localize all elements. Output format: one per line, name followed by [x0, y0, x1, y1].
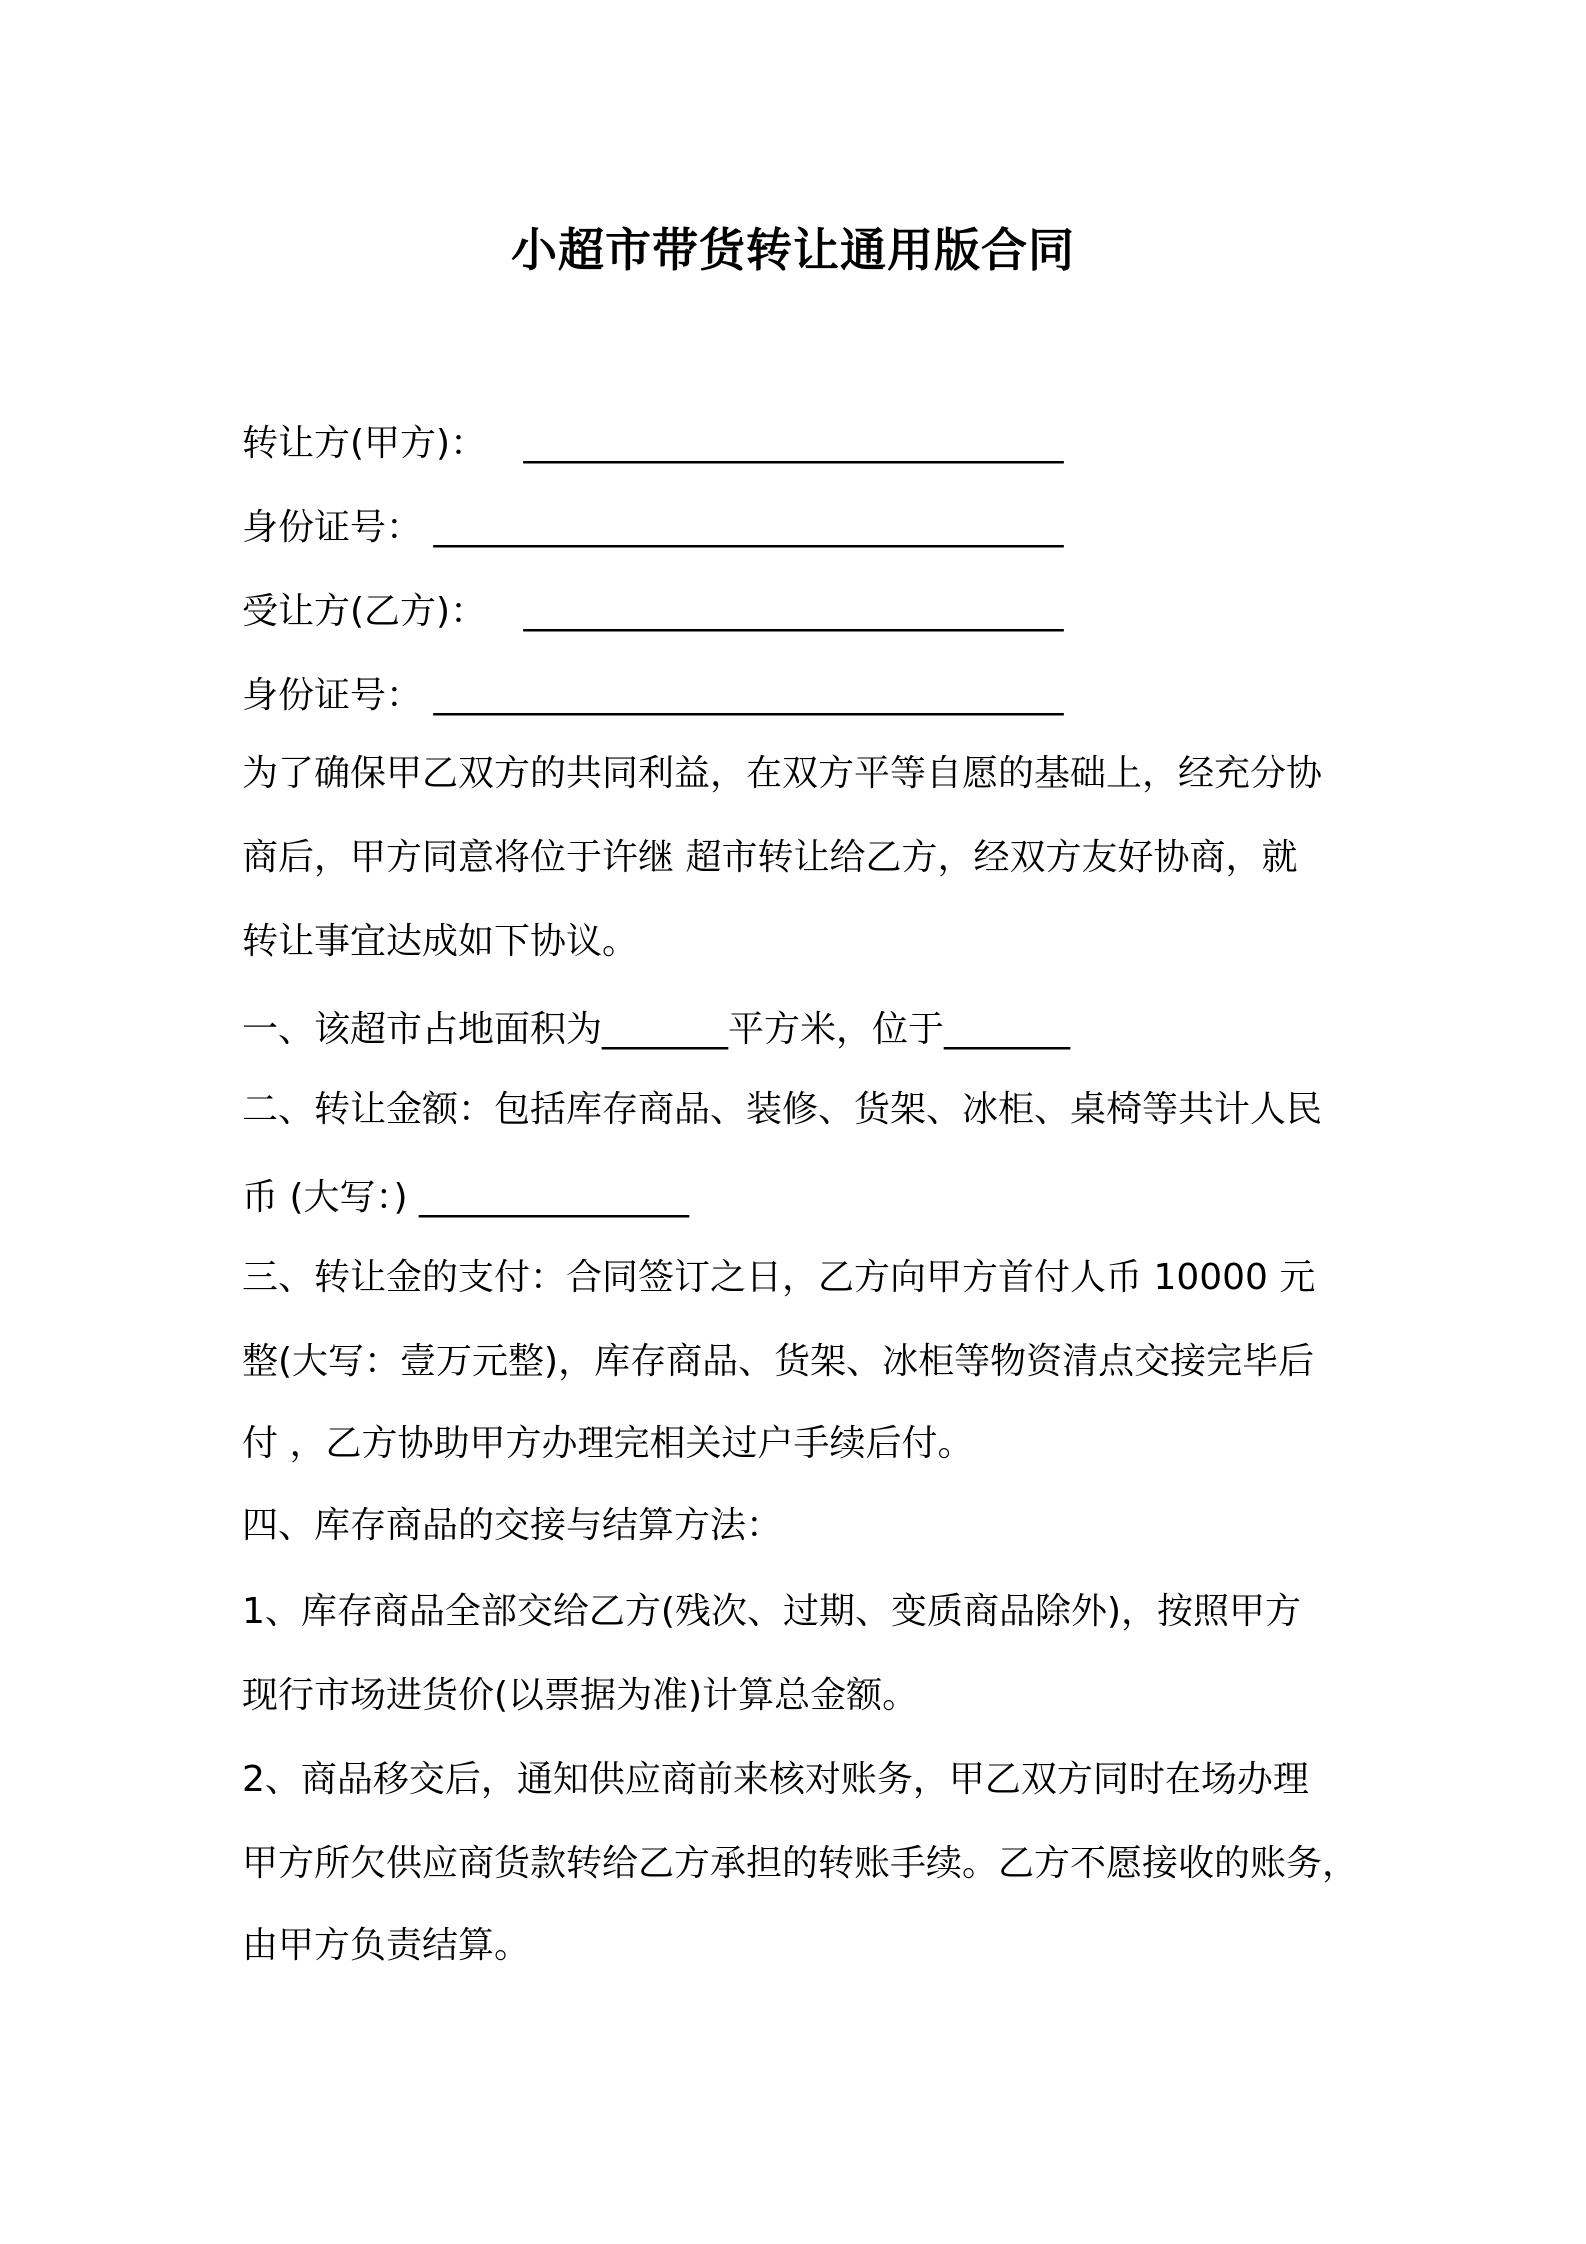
clause-line: 由甲方负责结算。	[242, 1925, 531, 1966]
field-blank: ______________________________	[523, 591, 1064, 632]
field-blank: ___________________________________	[433, 675, 1064, 716]
clause-line: 四、库存商品的交接与结算方法：	[242, 1505, 783, 1546]
clause-line: 整(大写：壹万元整)，库存商品、货架、冰柜等物资清点交接完毕后	[242, 1341, 1315, 1382]
clause-line: 2、商品移交后，通知供应商前来核对账务，甲乙双方同时在场办理	[242, 1759, 1309, 1800]
field-label: 受让方(乙方)：	[242, 591, 487, 632]
intro-line: 转让事宜达成如下协议。	[242, 921, 639, 962]
field-blank: ______________________________	[523, 423, 1064, 464]
field-transferee	[242, 591, 1064, 632]
clause-line: 三、转让金的支付：合同签订之日，乙方向甲方首付人币 10000 元	[242, 1257, 1316, 1298]
field-label: 身份证号：	[242, 675, 423, 716]
clause-line: 1、库存商品全部交给乙方(残次、过期、变质商品除外)，按照甲方	[242, 1591, 1301, 1632]
clause-line: 付 ，乙方协助甲方办理完相关过户手续后付。	[242, 1423, 974, 1464]
field-label: 转让方(甲方)：	[242, 423, 487, 464]
clause-line: 二、转让金额：包括库存商品、装修、货架、冰柜、桌椅等共计人民	[242, 1089, 1323, 1130]
field-label: 身份证号：	[242, 507, 423, 548]
field-transferor	[242, 423, 1064, 464]
clause-line: 甲方所欠供应商货款转给乙方承担的转账手续。乙方不愿接收的账务，	[242, 1843, 1359, 1884]
intro-line: 商后，甲方同意将位于许继 超市转让给乙方，经双方友好协商，就	[242, 837, 1298, 878]
document-title: 小超市带货转让通用版合同	[511, 223, 1075, 277]
field-id-transferor	[242, 507, 1064, 548]
clause-line: 现行市场进货价(以票据为准)计算总金额。	[242, 1675, 919, 1716]
clause-line: 币 (大写：) _______________	[242, 1177, 689, 1218]
clause-line: 一、该超市占地面积为_______平方米，位于_______	[242, 1009, 1071, 1050]
field-id-transferee	[242, 675, 1064, 716]
field-blank: ___________________________________	[433, 507, 1064, 548]
intro-line: 为了确保甲乙双方的共同利益，在双方平等自愿的基础上，经充分协	[242, 753, 1323, 794]
